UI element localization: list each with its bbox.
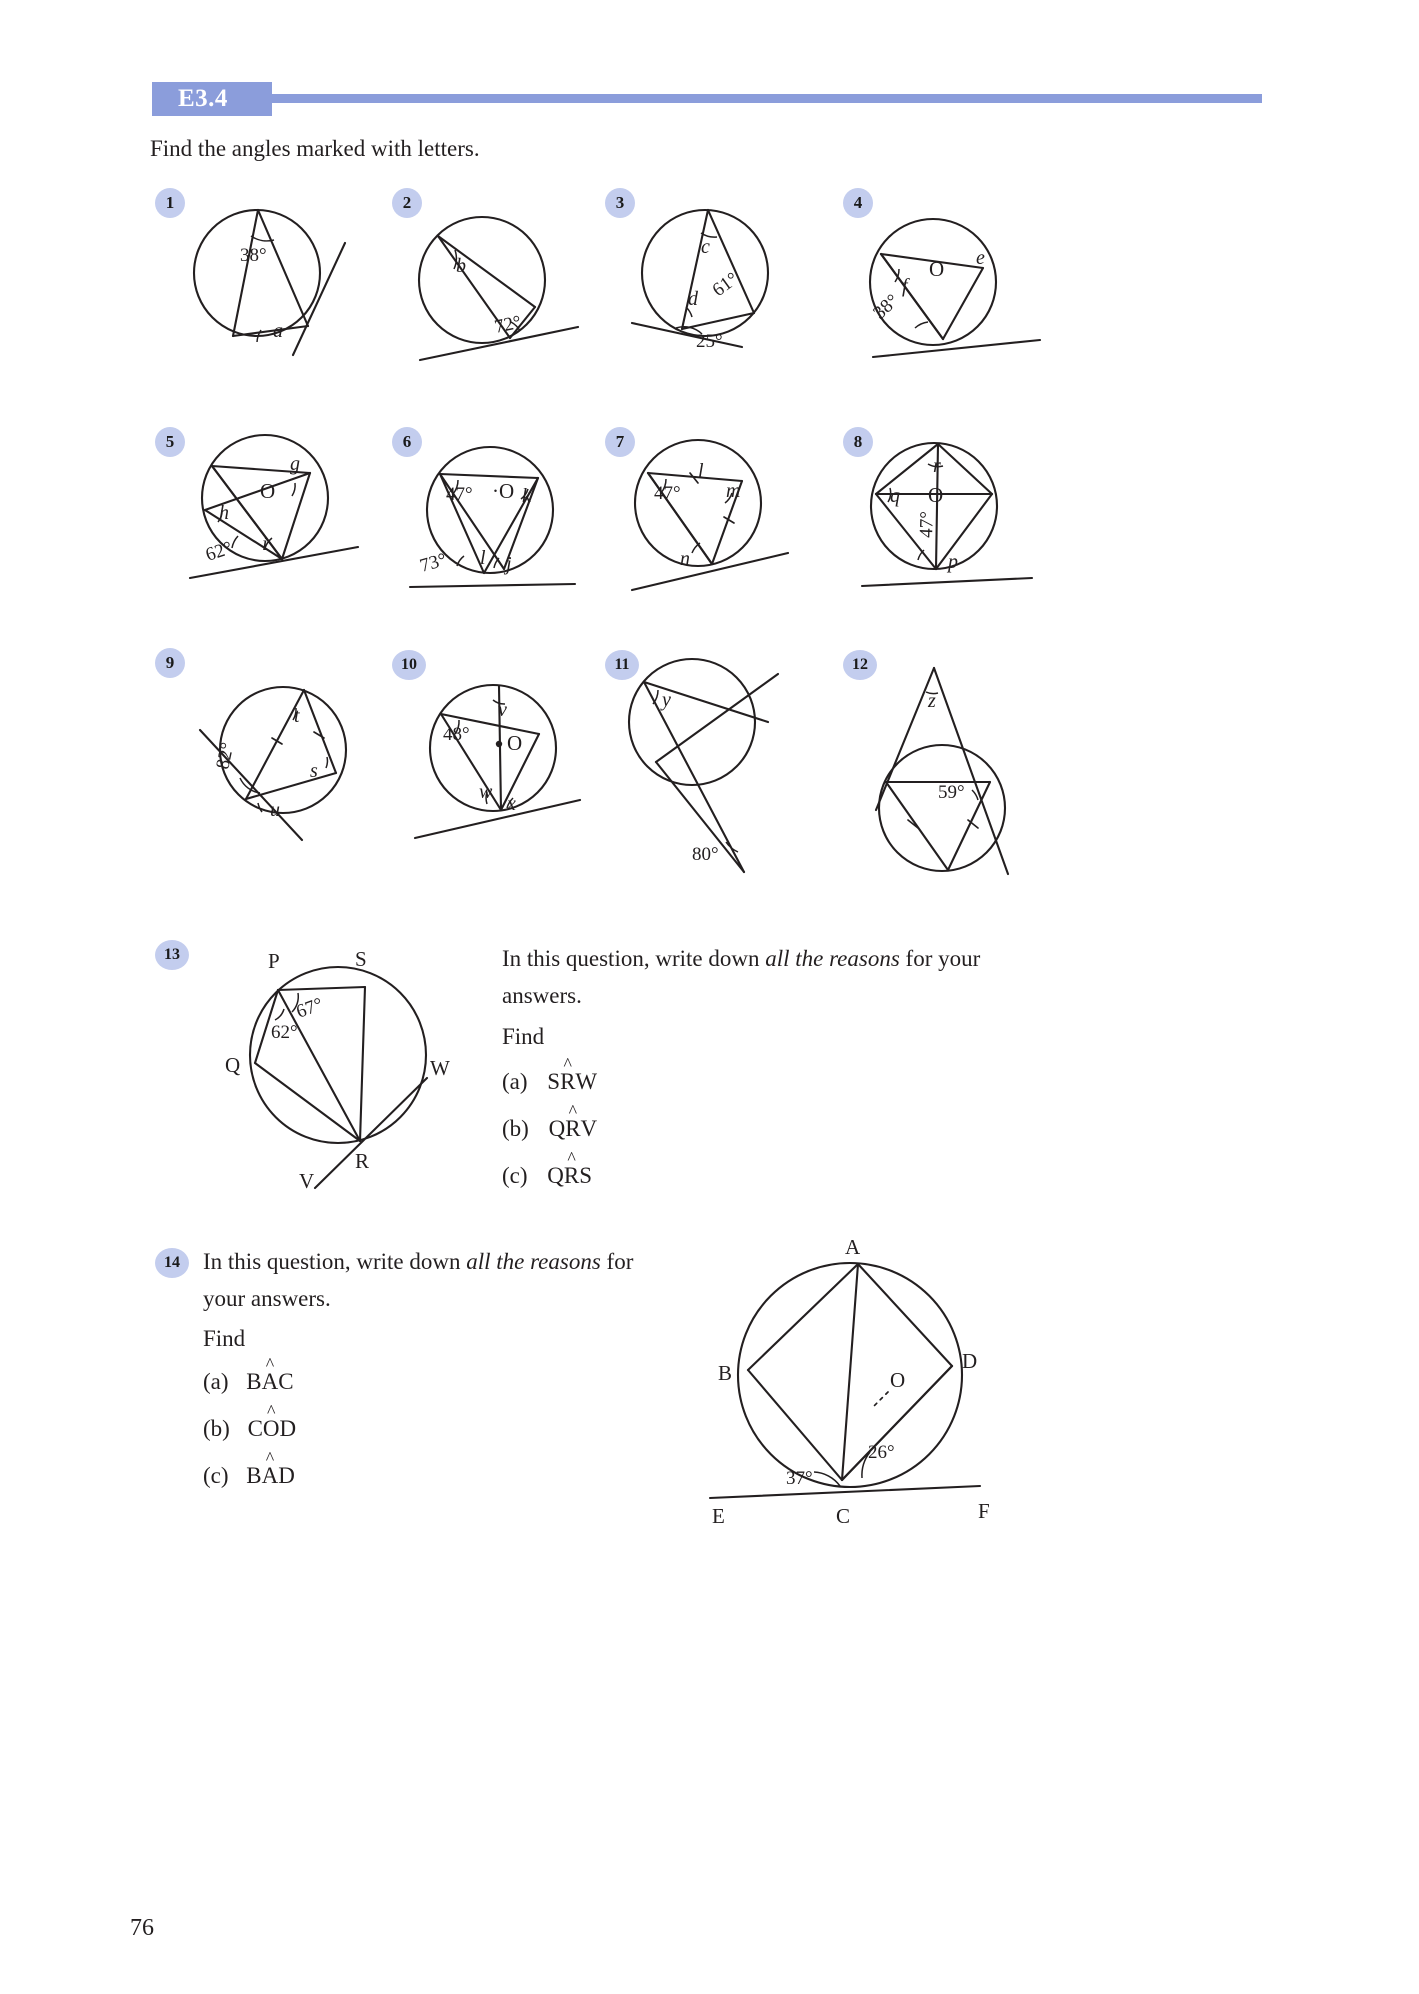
question-number-3: 3 <box>605 188 635 218</box>
svg-text:47°: 47° <box>446 484 473 505</box>
svg-text:O: O <box>507 731 523 755</box>
question-13-part-a <box>502 1054 598 1100</box>
question-number-1: 1 <box>155 188 185 218</box>
svg-text:i: i <box>262 533 268 555</box>
svg-text:n: n <box>680 548 690 570</box>
svg-text:h: h <box>219 502 229 524</box>
question-number-9: 9 <box>155 648 185 678</box>
svg-text:O: O <box>929 257 945 281</box>
question-14-part-a <box>203 1354 294 1400</box>
q13-part-a-angle: SR ^ W <box>547 1054 598 1094</box>
svg-text:P: P <box>268 949 280 973</box>
question-13-find: Find <box>502 1024 545 1049</box>
q14-intro-1: In this question, write down <box>203 1249 467 1274</box>
svg-text:c: c <box>701 236 710 258</box>
question-number-14: 14 <box>155 1248 189 1278</box>
question-13-part-c <box>502 1148 593 1194</box>
question-13-intro <box>502 940 1032 1015</box>
section-header <box>152 82 1262 116</box>
svg-text:73°: 73° <box>417 549 449 577</box>
question-14-part-b <box>203 1401 297 1447</box>
svg-text:w: w <box>479 781 493 803</box>
svg-text:·O: ·O <box>492 479 515 503</box>
question-number-5: 5 <box>155 427 185 457</box>
svg-text:V: V <box>299 1169 315 1193</box>
q13-part-b-tag: (b) <box>502 1116 529 1141</box>
question-14-find: Find <box>203 1326 246 1351</box>
figure-13 <box>215 930 495 1193</box>
q14-intro-2: for <box>600 1249 634 1274</box>
question-number-8: 8 <box>843 427 873 457</box>
q14-part-b-tag: (b) <box>203 1416 230 1441</box>
svg-text:k: k <box>522 485 531 507</box>
svg-text:z: z <box>928 690 936 712</box>
svg-text:67°: 67° <box>293 993 326 1023</box>
svg-text:47°: 47° <box>916 510 938 539</box>
svg-text:48°: 48° <box>443 724 470 745</box>
question-number-10: 10 <box>392 650 426 680</box>
q14-part-a-tag: (a) <box>203 1369 229 1394</box>
svg-text:l: l <box>480 547 486 569</box>
header-rule <box>272 94 1262 103</box>
exercise-instruction: Find the angles marked with letters. <box>150 136 480 161</box>
q14-part-c-angle: BA ^ D <box>246 1448 295 1488</box>
figure-6 <box>410 442 610 602</box>
question-number-12: 12 <box>843 650 877 680</box>
figure-4 <box>865 212 1065 377</box>
question-number-4: 4 <box>843 188 873 218</box>
svg-text:q: q <box>890 485 900 507</box>
figure-10 <box>415 678 615 858</box>
question-number-11: 11 <box>605 650 639 680</box>
svg-text:s: s <box>310 760 318 782</box>
figure-1 <box>185 195 375 370</box>
svg-text:26°: 26° <box>868 1442 895 1463</box>
svg-text:Q: Q <box>225 1053 241 1077</box>
question-number-13: 13 <box>155 940 189 970</box>
svg-text:j: j <box>506 553 512 575</box>
q14-part-c-tag: (c) <box>203 1463 229 1488</box>
q13-intro-1: In this question, write down <box>502 946 766 971</box>
figure-8 <box>862 438 1062 603</box>
q14-intro-3: your answers. <box>203 1286 331 1312</box>
svg-text:61°: 61° <box>708 268 743 302</box>
question-14-intro <box>203 1243 683 1318</box>
svg-text:59°: 59° <box>938 782 965 803</box>
section-tag: E3.4 <box>152 82 272 116</box>
question-number-6: 6 <box>392 427 422 457</box>
svg-text:W: W <box>430 1056 450 1080</box>
svg-text:82°: 82° <box>212 740 239 772</box>
figure-3 <box>630 195 830 370</box>
svg-text:O: O <box>890 1368 906 1392</box>
figure-9 <box>190 660 400 850</box>
svg-text:p: p <box>948 551 958 573</box>
svg-text:r: r <box>933 455 941 477</box>
question-number-2: 2 <box>392 188 422 218</box>
svg-text:25°: 25° <box>696 331 723 352</box>
svg-text:e: e <box>976 247 985 269</box>
svg-text:t: t <box>294 705 300 727</box>
svg-text:m: m <box>726 480 741 502</box>
svg-text:b: b <box>456 255 466 277</box>
svg-text:62°: 62° <box>203 537 235 566</box>
svg-text:g: g <box>290 453 300 475</box>
figure-5 <box>190 430 390 595</box>
question-14-part-c <box>203 1448 295 1494</box>
svg-text:37°: 37° <box>786 1468 813 1489</box>
svg-text:y: y <box>662 689 671 711</box>
svg-text:47°: 47° <box>654 483 681 504</box>
svg-text:62°: 62° <box>271 1022 298 1043</box>
figure-11 <box>620 660 830 890</box>
svg-text:38°: 38° <box>869 290 904 324</box>
svg-text:F: F <box>978 1499 990 1523</box>
svg-text:E: E <box>712 1504 725 1528</box>
svg-text:R: R <box>355 1149 370 1173</box>
q13-part-c-tag: (c) <box>502 1163 528 1188</box>
q13-part-b-angle: QR ^ V <box>548 1101 598 1141</box>
q13-intro-3: answers. <box>502 983 582 1009</box>
figure-2 <box>410 210 610 375</box>
svg-text:80°: 80° <box>692 844 719 865</box>
q13-intro-2: for your <box>899 946 981 971</box>
svg-text:l: l <box>698 460 704 482</box>
svg-text:O: O <box>260 479 276 503</box>
svg-text:a: a <box>273 320 283 342</box>
q14-part-b-angle: CO ^ D <box>247 1401 297 1441</box>
svg-text:72°: 72° <box>492 311 524 338</box>
figure-14 <box>690 1235 1010 1530</box>
page-number: 76 <box>130 1915 154 1941</box>
svg-text:38°: 38° <box>240 245 267 266</box>
q14-part-a-angle: BA ^ C <box>246 1354 294 1394</box>
q14-intro-em: all the reasons <box>466 1249 601 1274</box>
svg-text:O: O <box>928 483 944 507</box>
svg-text:d: d <box>688 288 698 310</box>
svg-text:C: C <box>836 1504 851 1528</box>
svg-text:B: B <box>718 1361 733 1385</box>
svg-text:f: f <box>902 275 908 297</box>
question-13-part-b <box>502 1101 598 1147</box>
svg-text:u: u <box>270 799 280 821</box>
figure-7 <box>620 435 820 605</box>
q13-part-a-tag: (a) <box>502 1069 528 1094</box>
svg-text:D: D <box>962 1349 978 1373</box>
svg-text:A: A <box>845 1235 861 1259</box>
q13-part-c-angle: QR ^ S <box>547 1148 593 1188</box>
question-number-7: 7 <box>605 427 635 457</box>
q13-intro-em: all the reasons <box>765 946 900 971</box>
svg-text:S: S <box>355 947 367 971</box>
svg-text:x: x <box>507 793 516 815</box>
figure-12 <box>838 660 1053 895</box>
svg-text:v: v <box>498 699 507 721</box>
